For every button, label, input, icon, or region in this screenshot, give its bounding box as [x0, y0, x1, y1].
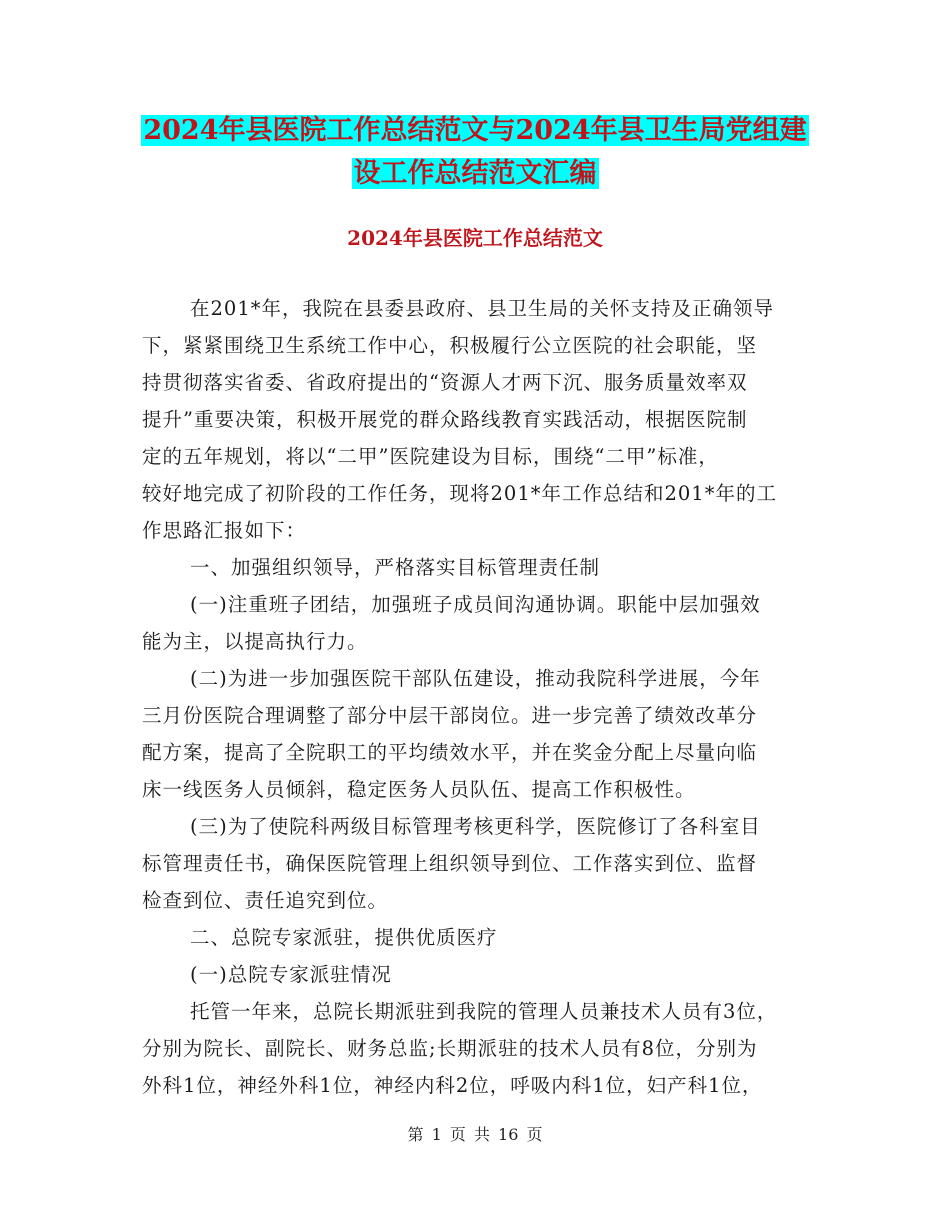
section-title: 2024年县医院工作总结范文: [347, 226, 603, 250]
body-line: 提升”重要决策，积极开展党的群众路线教育实践活动，根据医院制: [142, 408, 748, 431]
body-line: 持贯彻落实省委、省政府提出的“资源人才两下沉、服务质量效率双: [142, 371, 748, 394]
document-title-line-1: 2024年县医院工作总结范文与2024年县卫生局党组建: [143, 115, 807, 146]
heading-line: (一)总院专家派驻情况: [190, 963, 392, 986]
heading-line: 一、加强组织领导，严格落实目标管理责任制: [190, 556, 601, 579]
document-title-line-2: 设工作总结范文汇编: [353, 158, 597, 189]
body-line: 检查到位、责任追究到位。: [142, 889, 389, 912]
page-number-footer: 第 1 页 共 16 页: [407, 1125, 543, 1144]
body-line: 外科1位，神经外科1位，神经内科2位，呼吸内科1位，妇产科1位，: [142, 1074, 763, 1097]
body-line: 托管一年来，总院长期派驻到我院的管理人员兼技术人员有3位，: [190, 1000, 778, 1023]
body-line: 标管理责任书，确保医院管理上组织领导到位、工作落实到位、监督: [142, 852, 758, 875]
body-line: 配方案，提高了全院职工的平均绩效水平，并在奖金分配上尽量向临: [142, 741, 758, 764]
body-line: (二)为进一步加强医院干部队伍建设，推动我院科学进展，今年: [190, 667, 761, 690]
heading-line: 二、总院专家派驻，提供优质医疗: [190, 926, 498, 949]
body-line: 较好地完成了初阶段的工作任务，现将201*年工作总结和201*年的工: [142, 482, 777, 505]
body-line: (三)为了使院科两级目标管理考核更科学，医院修订了各科室目: [190, 815, 761, 838]
body-line: 能为主，以提高执行力。: [142, 630, 368, 653]
body-line: 床一线医务人员倾斜，稳定医务人员队伍、提高工作积极性。: [142, 778, 696, 801]
body-line: 作思路汇报如下：: [142, 519, 307, 542]
body-line: 定的五年规划，将以“二甲”医院建设为目标，围绕“二甲”标准，: [142, 445, 719, 468]
body-line: 分别为院长、副院长、财务总监;长期派驻的技术人员有8位，分别为: [142, 1037, 758, 1060]
body-line: 三月份医院合理调整了部分中层干部岗位。进一步完善了绩效改革分: [142, 704, 758, 727]
body-line: 在201*年，我院在县委县政府、县卫生局的关怀支持及正确领导: [190, 297, 774, 320]
body-line: (一)注重班子团结，加强班子成员间沟通协调。职能中层加强效: [190, 593, 761, 616]
body-line: 下，紧紧围绕卫生系统工作中心，积极履行公立医院的社会职能，坚: [142, 334, 758, 357]
